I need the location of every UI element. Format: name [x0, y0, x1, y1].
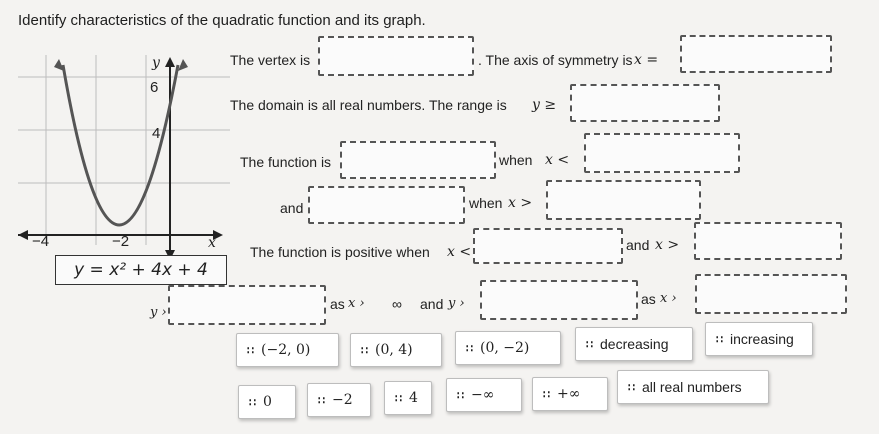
as-text-2: as — [641, 291, 656, 307]
drag-handle-icon: ∷ — [543, 388, 549, 401]
behavior-drop-box-2[interactable] — [308, 186, 465, 224]
axis-text: . The axis of symmetry is — [478, 52, 633, 68]
drag-handle-icon: ∷ — [716, 333, 722, 346]
answer-tile-neg2[interactable]: ∷ −2 — [307, 383, 371, 417]
equation-label: y = x² + 4x + 4 — [55, 255, 227, 285]
when-var-2: x > — [508, 195, 533, 211]
as-text-1: as — [330, 296, 345, 312]
drag-handle-icon: ∷ — [457, 389, 463, 402]
range-drop-box[interactable] — [570, 84, 720, 122]
and-text-3: and — [420, 296, 444, 312]
drag-handle-icon: ∷ — [395, 392, 401, 405]
answer-tile-decreasing[interactable]: ∷ decreasing — [575, 327, 693, 361]
answer-tile-0[interactable]: ∷ 0 — [238, 385, 296, 419]
positive-text: The function is positive when — [250, 244, 430, 260]
answer-tile-neg2-0[interactable]: ∷ (−2, 0) — [236, 333, 339, 367]
vertex-text: The vertex is — [230, 52, 311, 68]
answer-tile-increasing[interactable]: ∷ increasing — [705, 322, 813, 356]
drag-handle-icon: ∷ — [361, 344, 367, 357]
graph-svg — [18, 55, 230, 285]
drag-handle-icon: ∷ — [247, 344, 253, 357]
end-behavior-y-1: y › — [150, 305, 167, 320]
and-text-2: and — [626, 237, 650, 253]
drag-handle-icon: ∷ — [318, 394, 324, 407]
when-var-1: x < — [545, 152, 570, 168]
parabola-curve — [63, 65, 178, 225]
parabola-graph — [18, 55, 230, 285]
answer-tile-4[interactable]: ∷ 4 — [384, 381, 432, 415]
drag-handle-icon: ∷ — [466, 342, 472, 355]
function-is-text: The function is — [240, 154, 332, 170]
as-var-2: x › — [660, 291, 677, 306]
end-behavior-drop-box-2[interactable] — [480, 280, 638, 320]
when-text-1: when — [499, 152, 533, 168]
y-axis-label: y — [152, 55, 160, 71]
answer-tile-0-neg2[interactable]: ∷ (0, −2) — [455, 331, 561, 365]
end-behavior-drop-box-1[interactable] — [168, 285, 326, 325]
x-axis-label: x — [208, 235, 216, 251]
positive-var-2: x > — [655, 237, 680, 253]
answer-tile-all-real-numbers[interactable]: ∷ all real numbers — [617, 370, 769, 404]
drag-handle-icon: ∷ — [628, 381, 634, 394]
x-tick-neg2: −2 — [112, 233, 130, 250]
answer-tile-pos-infinity[interactable]: ∷ +∞ — [532, 377, 608, 411]
x-drop-box-2[interactable] — [546, 180, 701, 220]
when-text-2: when — [469, 195, 503, 211]
end-behavior-drop-box-3[interactable] — [695, 274, 847, 314]
x-drop-box-1[interactable] — [584, 133, 740, 173]
infinity-text: ∞ — [392, 296, 402, 312]
end-behavior-y-2: y › — [448, 296, 465, 311]
and-text: and — [280, 200, 304, 216]
range-var: y ≥ — [532, 97, 557, 113]
y-tick-6: 6 — [150, 79, 159, 96]
x-tick-neg4: −4 — [32, 233, 50, 250]
as-var-1: x › — [348, 296, 365, 311]
vertex-drop-box[interactable] — [318, 36, 474, 76]
positive-var-1: x < — [447, 244, 472, 260]
positive-drop-box-2[interactable] — [694, 222, 842, 260]
positive-drop-box-1[interactable] — [473, 228, 623, 264]
y-tick-4: 4 — [152, 125, 161, 142]
drag-handle-icon: ∷ — [586, 338, 592, 351]
range-text: The domain is all real numbers. The range is — [230, 97, 507, 113]
axis-var: x = — [634, 52, 659, 68]
answer-tile-0-4[interactable]: ∷ (0, 4) — [350, 333, 442, 367]
drag-handle-icon: ∷ — [249, 396, 255, 409]
question-title: Identify characteristics of the quadratic function and its graph. — [18, 12, 426, 29]
answer-tile-neg-infinity[interactable]: ∷ −∞ — [446, 378, 522, 412]
axis-drop-box[interactable] — [680, 35, 832, 73]
behavior-drop-box-1[interactable] — [340, 141, 496, 179]
